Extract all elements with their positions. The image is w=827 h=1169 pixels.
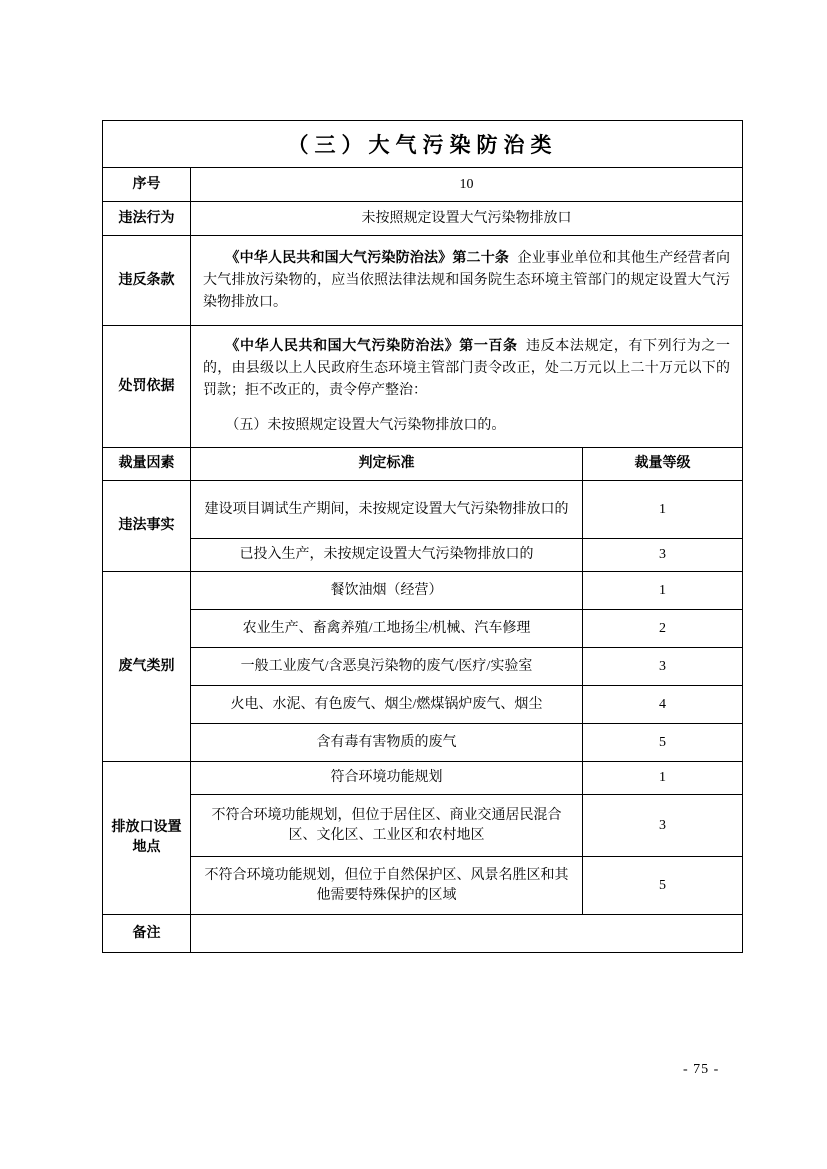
criteria-header-row xyxy=(103,448,743,481)
penalty-discretion-table xyxy=(102,120,743,953)
penalty-basis-item: （五）未按照规定设置大气污染物排放口的。 xyxy=(225,418,506,433)
illegal-act-row xyxy=(103,202,743,236)
criteria-cell: 不符合环境功能规划，但位于自然保护区、风景名胜区和其他需要特殊保护的区域 xyxy=(191,857,583,915)
criteria-cell: 符合环境功能规划 xyxy=(191,762,583,795)
section-label-outlet-location: 排放口设置地点 xyxy=(103,762,191,915)
serial-value: 10 xyxy=(191,168,743,202)
criteria-cell: 建设项目调试生产期间，未按规定设置大气污染物排放口的 xyxy=(191,481,583,539)
criteria-header: 判定标准 xyxy=(191,448,583,481)
penalty-basis-row xyxy=(103,326,743,448)
table-row xyxy=(103,686,743,724)
table-row xyxy=(103,857,743,915)
violated-clause-label: 违反条款 xyxy=(103,236,191,326)
remark-value xyxy=(191,915,743,953)
grade-cell: 3 xyxy=(583,795,743,857)
grade-cell: 3 xyxy=(583,539,743,572)
criteria-cell: 一般工业废气/含恶臭污染物的废气/医疗/实验室 xyxy=(191,648,583,686)
page-number: - 75 - xyxy=(683,1062,720,1077)
criteria-cell: 不符合环境功能规划，但位于居住区、商业交通居民混合区、文化区、工业区和农村地区 xyxy=(191,795,583,857)
table-row xyxy=(103,648,743,686)
table-row xyxy=(103,539,743,572)
serial-row xyxy=(103,168,743,202)
violated-clause-paragraph xyxy=(203,248,730,314)
criteria-cell: 餐饮油烟（经营） xyxy=(191,572,583,610)
illegal-act-value: 未按照规定设置大气污染物排放口 xyxy=(191,202,743,236)
criteria-cell: 火电、水泥、有色废气、烟尘/燃煤锅炉废气、烟尘 xyxy=(191,686,583,724)
grade-cell: 4 xyxy=(583,686,743,724)
grade-cell: 5 xyxy=(583,857,743,915)
remark-label: 备注 xyxy=(103,915,191,953)
violated-clause-text: 企业事业单位和其他生产经营者向大气排放污染物的，应当依照法律法规和国务院生态环境主管部门的规定设置大气污染物排放口。 xyxy=(203,250,731,310)
violated-clause-row xyxy=(103,236,743,326)
grade-header: 裁量等级 xyxy=(583,448,743,481)
grade-cell: 2 xyxy=(583,610,743,648)
violated-clause-cell xyxy=(191,236,743,326)
table-row xyxy=(103,481,743,539)
table-row xyxy=(103,610,743,648)
illegal-act-label: 违法行为 xyxy=(103,202,191,236)
table-row xyxy=(103,762,743,795)
grade-cell: 1 xyxy=(583,572,743,610)
remark-row xyxy=(103,915,743,953)
section-label-waste-gas: 废气类别 xyxy=(103,572,191,762)
criteria-cell: 含有毒有害物质的废气 xyxy=(191,724,583,762)
grade-cell: 1 xyxy=(583,762,743,795)
penalty-basis-label: 处罚依据 xyxy=(103,326,191,448)
table-row xyxy=(103,724,743,762)
penalty-basis-cell xyxy=(191,326,743,448)
grade-cell: 1 xyxy=(583,481,743,539)
table-title: （三）大气污染防治类 xyxy=(103,121,743,168)
grade-cell: 5 xyxy=(583,724,743,762)
law-reference: 《中华人民共和国大气污染防治法》第一百条 xyxy=(225,339,518,354)
serial-label: 序号 xyxy=(103,168,191,202)
section-label-illegal-fact: 违法事实 xyxy=(103,481,191,572)
grade-cell: 3 xyxy=(583,648,743,686)
penalty-basis-text: 违反本法规定，有下列行为之一的，由县级以上人民政府生态环境主管部门责令改正，处二万元以上二十万元以下的罚款；拒不改正的，责令停产整治： xyxy=(203,339,731,398)
criteria-cell: 已投入生产，未按规定设置大气污染物排放口的 xyxy=(191,539,583,572)
factor-header: 裁量因素 xyxy=(103,448,191,481)
table-row xyxy=(103,572,743,610)
law-reference: 《中华人民共和国大气污染防治法》第二十条 xyxy=(225,250,510,266)
criteria-cell: 农业生产、畜禽养殖/工地扬尘/机械、汽车修理 xyxy=(191,610,583,648)
title-row xyxy=(103,121,743,168)
table-row xyxy=(103,795,743,857)
penalty-basis-paragraph xyxy=(203,336,730,402)
